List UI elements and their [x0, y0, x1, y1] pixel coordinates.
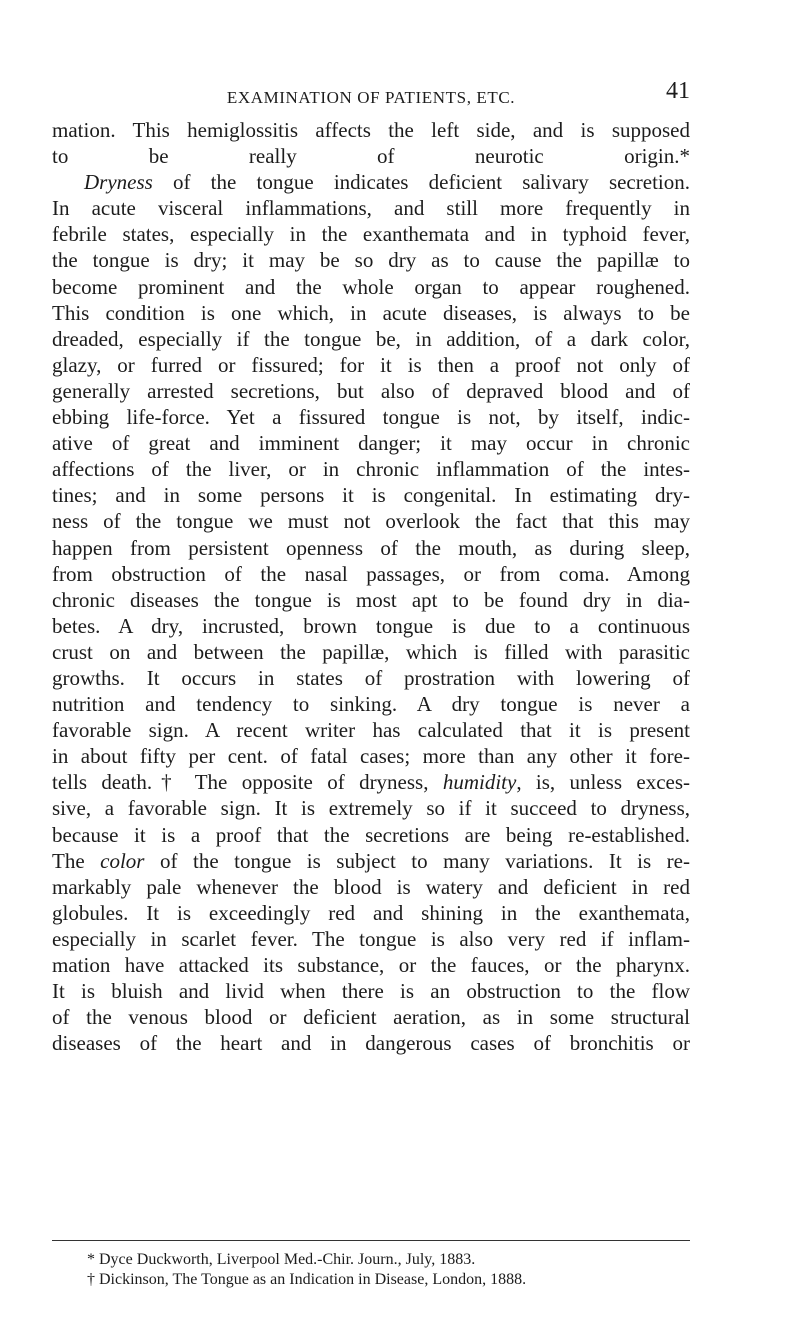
footnote: * Dyce Duckworth, Liverpool Med.-Chir. Journ., July, 1883. — [87, 1251, 476, 1268]
footnote: † Dickinson, The Tongue as an Indication in Disease, London, 1888. — [87, 1271, 527, 1288]
text-line: because it is a proof that the secretions are being re-established. — [52, 822, 690, 847]
text-line: ebbing life-force. Yet a fissured tongue is not, by itself, indic- — [52, 405, 690, 430]
text-line: to be really of neurotic origin.* — [52, 144, 690, 169]
body-text — [52, 117, 690, 1056]
text-line: especially in scarlet fever. The tongue is also very red if inflam- — [52, 926, 690, 951]
text-line: dreaded, especially if the tongue be, in addition, of a dark color, — [52, 326, 690, 351]
running-title: EXAMINATION OF PATIENTS, ETC. — [226, 88, 516, 107]
footnotes — [87, 1250, 690, 1290]
text-line: favorable sign. A recent writer has calculated that it is present — [52, 718, 690, 743]
text-line: mation. This hemiglossitis affects the left side, and is supposed — [52, 118, 690, 142]
text-line: from obstruction of the nasal passages, or from coma. Among — [52, 561, 690, 586]
text-line: of the venous blood or deficient aeration, as in some structural — [52, 1005, 690, 1030]
text-line: ative of great and imminent danger; it may occur in chronic — [52, 431, 690, 456]
line-text: The — [52, 848, 101, 873]
text-line: betes. A dry, incrusted, brown tongue is due to a continuous — [52, 613, 690, 638]
italic-term: Dryness — [84, 170, 153, 195]
text-line: mation have attacked its substance, or the fauces, or the pharynx. — [52, 953, 690, 977]
line-text: , is, unless exces- — [516, 770, 690, 795]
text-line — [52, 848, 690, 874]
italic-term: color — [100, 848, 145, 873]
text-line: happen from persistent openness of the mouth, as during sleep, — [52, 535, 690, 560]
text-line: growths. It occurs in states of prostration with lowering of — [52, 665, 690, 690]
text-line: glazy, or furred or fissured; for it is then a proof not only of — [52, 352, 690, 377]
text-line: the tongue is dry; it may be so dry as to cause the papillæ to — [52, 248, 690, 273]
footnote-rule — [52, 1240, 690, 1241]
running-head — [52, 78, 690, 108]
text-line: nutrition and tendency to sinking. A dry tongue is never a — [52, 692, 690, 717]
text-line: chronic diseases the tongue is most apt to be found dry in dia- — [52, 587, 690, 612]
text-line: ness of the tongue we must not overlook the fact that this may — [52, 509, 690, 534]
line-text: tells death.† The opposite of dryness, — [52, 770, 443, 795]
text-line: affections of the liver, or in chronic inflammation of the intes- — [52, 457, 690, 482]
text-line: globules. It is exceedingly red and shining in the exanthemata, — [52, 900, 690, 925]
text-line: febrile states, especially in the exanthemata and in typhoid fever, — [52, 222, 690, 247]
page-number: 41 — [666, 78, 690, 104]
text-line: sive, a favorable sign. It is extremely so if it succeed to dryness, — [52, 796, 690, 821]
text-line: In acute visceral inflammations, and still more frequently in — [52, 196, 690, 221]
text-line: This condition is one which, in acute diseases, is always to be — [52, 300, 690, 325]
line-text: of the tongue indicates deficient salivary secretion. — [152, 170, 690, 195]
text-line: become prominent and the whole organ to appear roughened. — [52, 274, 690, 299]
text-line: markably pale whenever the blood is watery and deficient in red — [52, 874, 690, 899]
text-line: crust on and between the papillæ, which is filled with parasitic — [52, 639, 690, 664]
text-line: generally arrested secretions, but also of depraved blood and of — [52, 378, 690, 403]
line-text: of the tongue is subject to many variations. It is re- — [144, 848, 690, 873]
text-line — [52, 769, 690, 795]
text-line: diseases of the heart and in dangerous cases of bronchitis or — [52, 1031, 690, 1056]
text-line — [52, 169, 690, 195]
italic-term: humidity — [442, 770, 517, 795]
text-line: tines; and in some persons it is congenital. In estimating dry- — [52, 483, 690, 508]
text-line: It is bluish and livid when there is an obstruction to the flow — [52, 979, 690, 1004]
text-line: in about fifty per cent. of fatal cases; more than any other it fore- — [52, 744, 690, 769]
